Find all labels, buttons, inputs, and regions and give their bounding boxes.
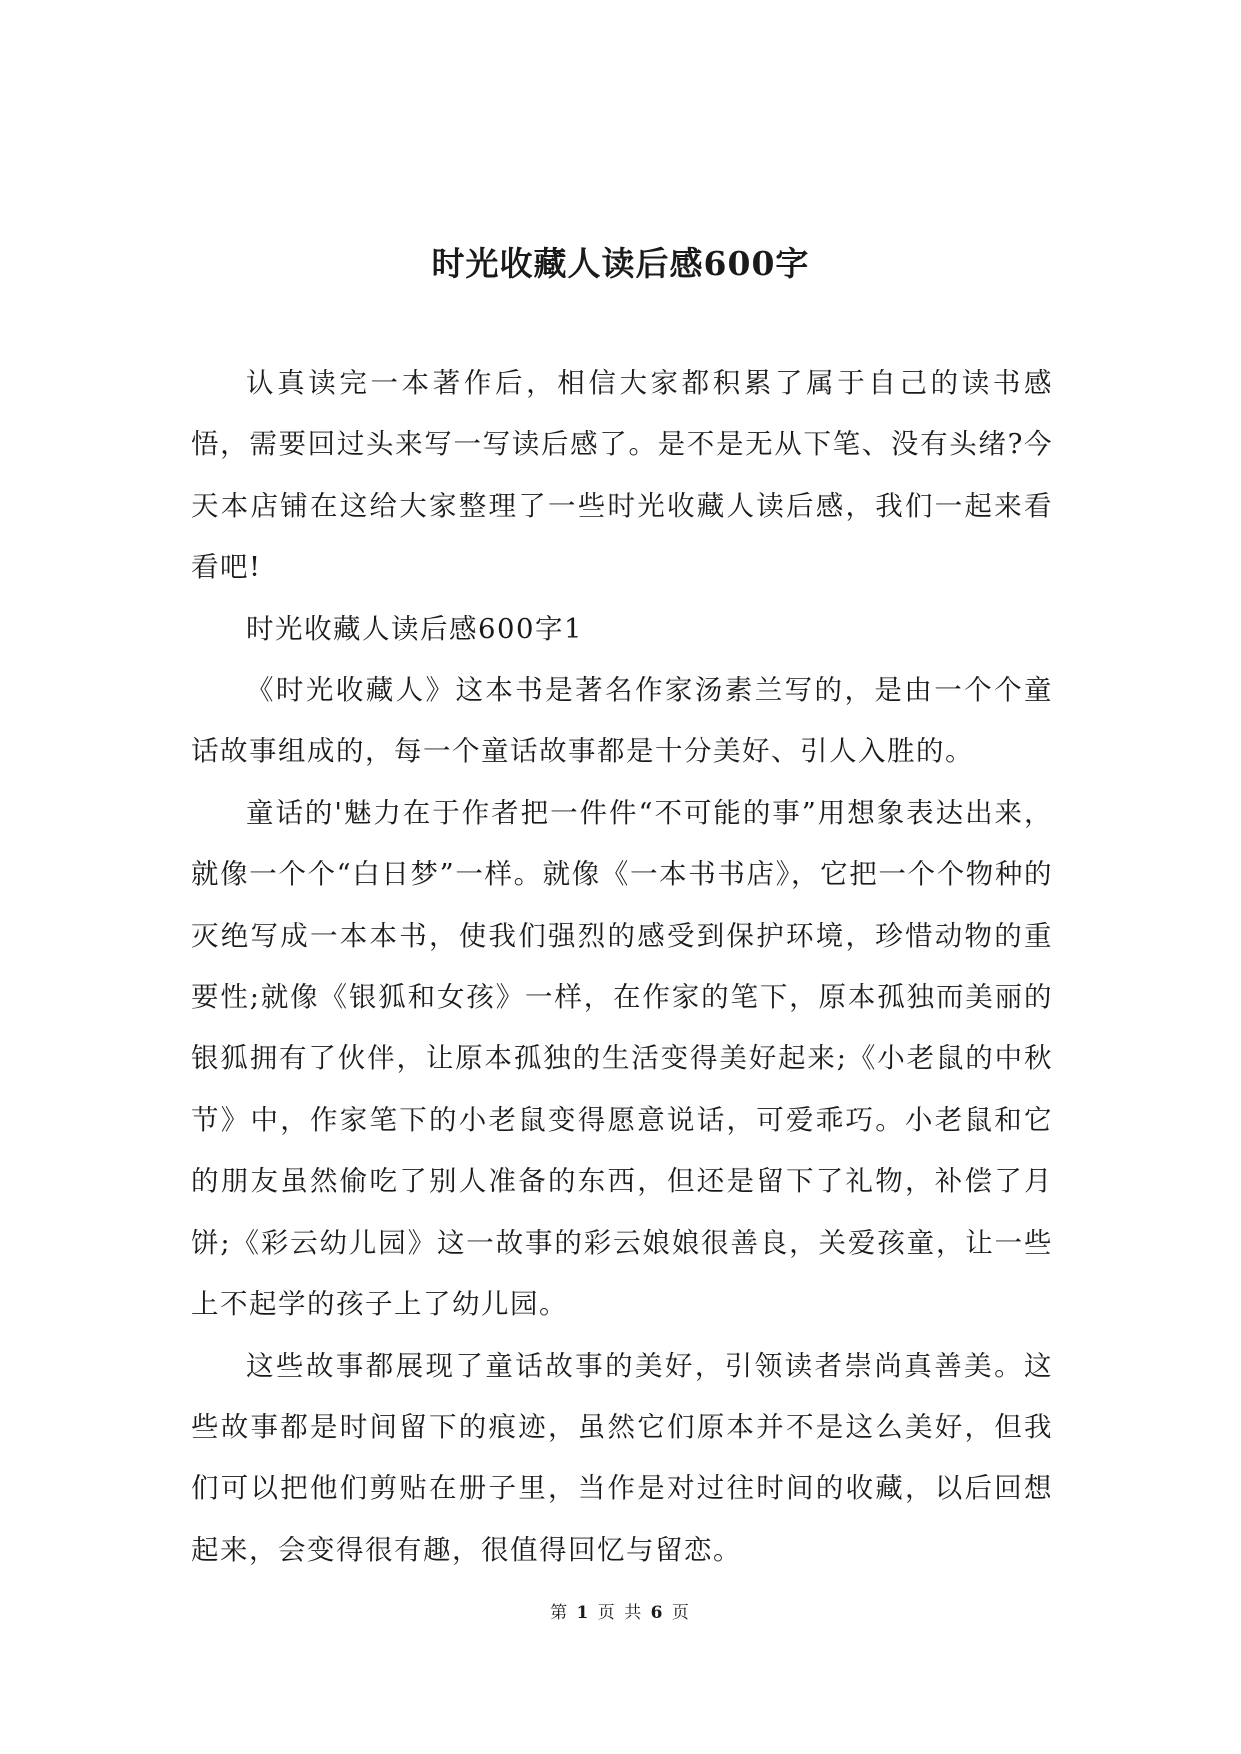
footer-total-pages: 6 bbox=[650, 1603, 665, 1623]
paragraph-conclusion: 这些故事都展现了童话故事的美好，引领读者崇尚真善美。这些故事都是时间留下的痕迹，虽然它们原本并不是这么美好，但我们可以把他们剪贴在册子里，当作是对过往时间的收藏，以后回想起来，会变得很有趣，很值得回忆与留恋。 bbox=[191, 1349, 1053, 1566]
paragraph-fairy-tale-charm: 童话的'魅力在于作者把一件件“不可能的事”用想象表达出来，就像一个个“白日梦”一样。就像《一本书书店》，它把一个个物种的灭绝写成一本本书，使我们强烈的感受到保护环境，珍惜动物的重要性;就像《银狐和女孩》一样，在作家的笔下，原本孤独而美丽的银狐拥有了伙伴，让原本孤独的生活变得美好起来;《小老鼠的中秋节》中，作家笔下的小老鼠变得愿意说话，可爱乖巧。小老鼠和它的朋友虽然偷吃了别人准备的东西，但还是留下了礼物，补偿了月饼;《彩云幼儿园》这一故事的彩云娘娘很善良，关爱孩童，让一些上不起学的孩子上了幼儿园。 bbox=[191, 796, 1053, 1321]
paragraph-intro: 认真读完一本著作后，相信大家都积累了属于自己的读书感悟，需要回过头来写一写读后感了。是不是无从下笔、没有头绪?今天本店铺在这给大家整理了一些时光收藏人读后感，我们一起来看看吧! bbox=[191, 367, 1053, 584]
footer-middle: 页 共 bbox=[597, 1603, 644, 1623]
section-heading: 时光收藏人读后感600字1 bbox=[246, 612, 583, 645]
footer-suffix: 页 bbox=[671, 1603, 691, 1623]
paragraph-book-intro: 《时光收藏人》这本书是著名作家汤素兰写的，是由一个个童话故事组成的，每一个童话故事都是十分美好、引人入胜的。 bbox=[191, 674, 1053, 768]
page-title: 时光收藏人读后感600字 bbox=[431, 244, 810, 284]
page-footer bbox=[0, 1602, 1241, 1624]
document-body bbox=[191, 353, 1053, 1581]
footer-prefix: 第 bbox=[550, 1603, 570, 1623]
footer-page-number: 1 bbox=[576, 1603, 591, 1623]
